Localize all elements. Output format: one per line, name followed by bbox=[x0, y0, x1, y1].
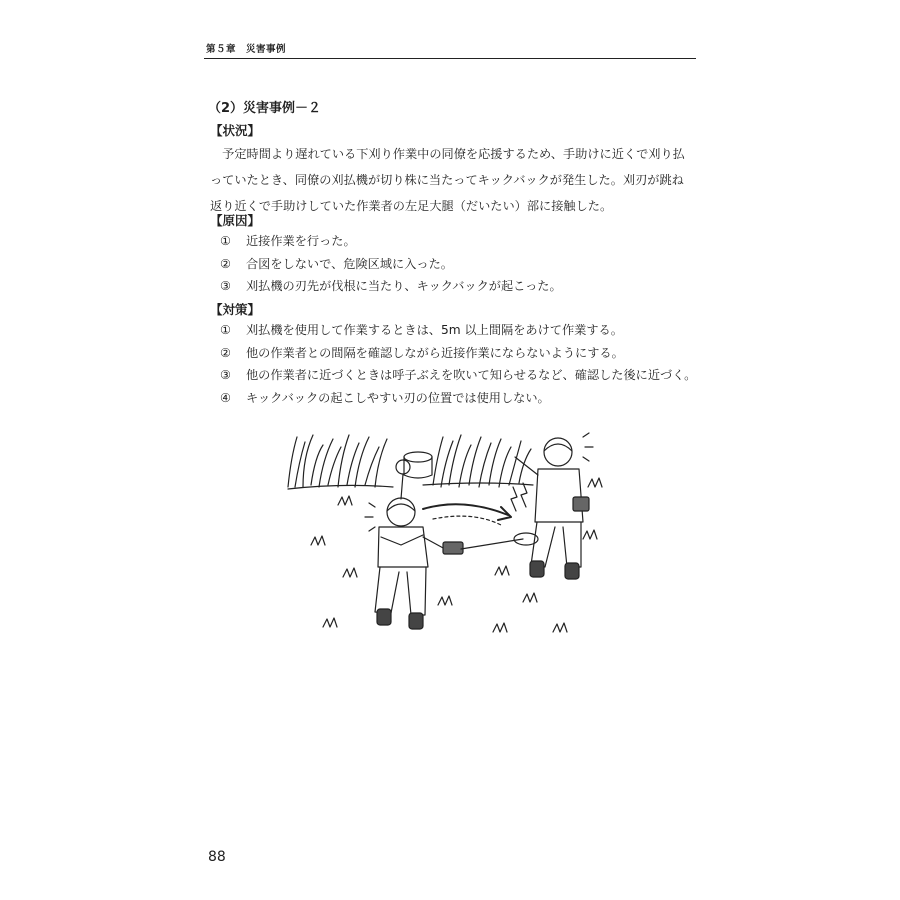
page-number: 88 bbox=[208, 849, 226, 865]
measures-list bbox=[220, 319, 696, 409]
situation-label: 【状況】 bbox=[210, 123, 261, 138]
situation-line: 返り近くで手助けしていた作業者の左足大腿（だいたい）部に接触した。 bbox=[210, 199, 613, 213]
list-item: ③ 刈払機の刃先が伐根に当たり、キックバックが起こった。 bbox=[220, 279, 562, 293]
list-item: ④ キックバックの起こしやすい刃の位置では使用しない。 bbox=[220, 390, 550, 405]
running-header bbox=[204, 39, 696, 59]
list-item: ① 近接作業を行った。 bbox=[220, 234, 356, 248]
measures-label: 【対策】 bbox=[210, 302, 261, 317]
list-item: ② 合図をしないで、危険区域に入った。 bbox=[220, 256, 453, 271]
tree-stump bbox=[404, 452, 432, 478]
list-item: ③ 他の作業者に近づくときは呼子ぶえを吹いて知らせるなど、確認した後に近づく。 bbox=[220, 368, 697, 382]
worker-right bbox=[515, 433, 593, 579]
chapter-title: 第５章 災害事例 bbox=[206, 44, 287, 55]
brush-cutter-left bbox=[461, 533, 538, 549]
kickback-arrow bbox=[423, 504, 511, 525]
list-item: ① 刈払機を使用して作業するときは、5m 以上間隔をあけて作業する。 bbox=[220, 323, 623, 337]
kickback-accident-illustration bbox=[283, 427, 625, 655]
worker-left bbox=[375, 460, 463, 629]
causes-label: 【原因】 bbox=[210, 213, 261, 228]
situation-paragraph bbox=[210, 141, 700, 219]
causes-list bbox=[220, 230, 562, 298]
section-title: （2）災害事例－２ bbox=[208, 101, 322, 116]
situation-line: っていたとき、同僚の刈払機が切り株に当たってキックバックが発生した。刈刃が跳ね bbox=[210, 173, 684, 187]
tall-grass bbox=[288, 435, 533, 489]
list-item: ② 他の作業者との間隔を確認しながら近接作業にならないようにする。 bbox=[220, 345, 624, 360]
situation-line: 予定時間より遅れている下刈り作業中の同僚を応援するため、手助けに近くで刈り払 bbox=[210, 147, 685, 161]
